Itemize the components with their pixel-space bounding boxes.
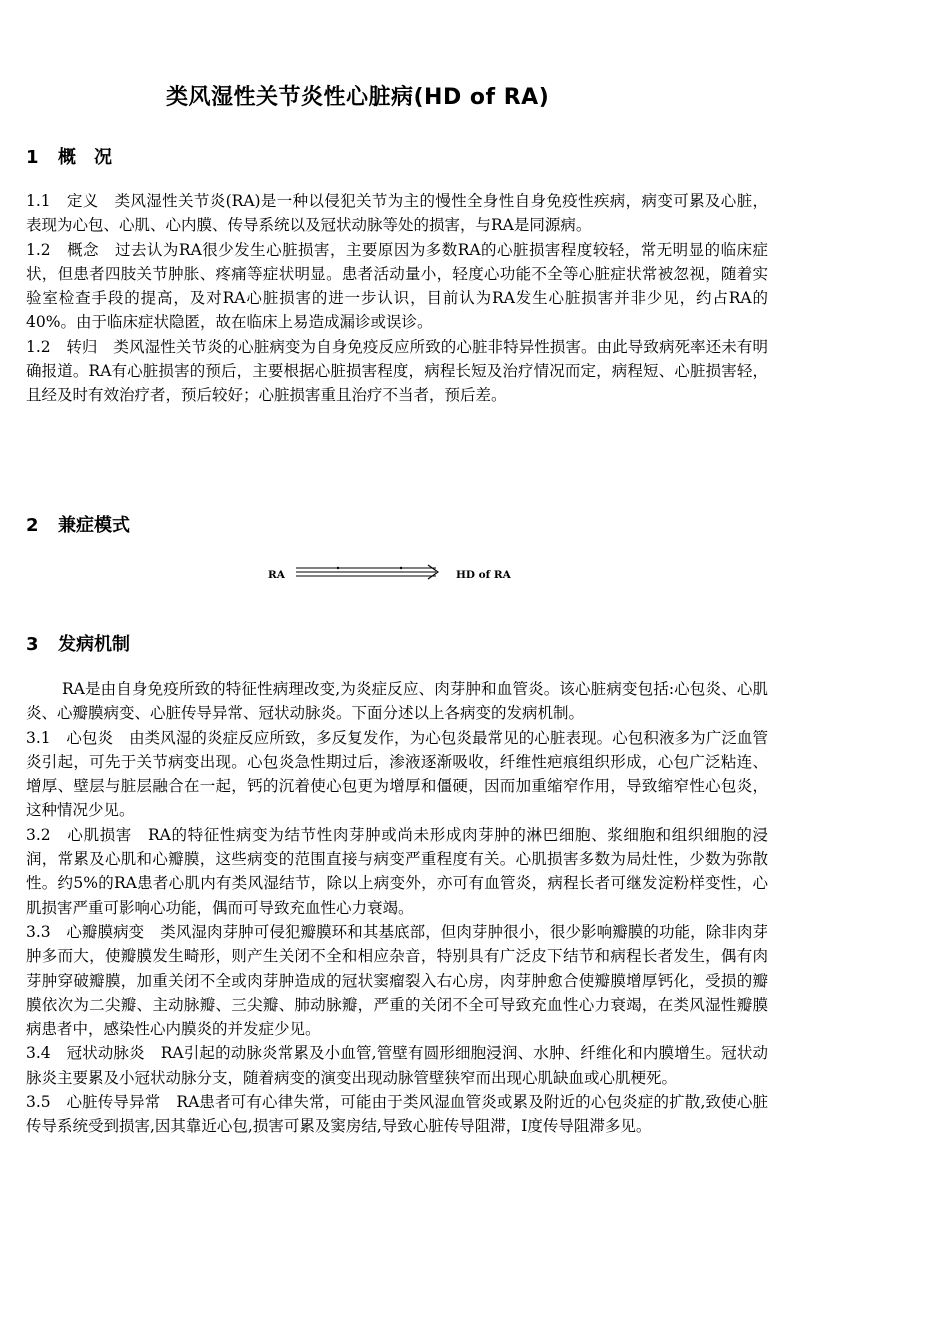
section-3-body bbox=[26, 677, 768, 1139]
paragraph-1-2 bbox=[26, 238, 768, 335]
paragraph-3-2 bbox=[26, 823, 768, 920]
diagram-dot bbox=[337, 567, 339, 569]
paragraph-label: 3.2 心肌损害 bbox=[26, 825, 132, 844]
paragraph-label: 3.4 冠状动脉炎 bbox=[26, 1044, 145, 1063]
paragraph-text: 过去认为RA很少发生心脏损害，主要原因为多数RA的心脏损害程度较轻，常无明显的临床症状，但患者四肢关节肿胀、疼痛等症状明显。患者活动量小，轻度心功能不全等心脏症状常被忽视，随着实验室检查手段的提高，及对RA心脏损害的进一步认识，目前认为RA发生心脏损害并非少见，约占RA的40%。由于临床症状隐匿，故在临床上易造成漏诊或误诊。 bbox=[26, 240, 769, 332]
diagram-target-label: HD of RA bbox=[456, 569, 511, 581]
section-number: 2 bbox=[26, 515, 39, 536]
paragraph-label: 3.3 心瓣膜病变 bbox=[26, 922, 145, 941]
paragraph-1-3 bbox=[26, 335, 768, 408]
paragraph-label: 3.1 心包炎 bbox=[26, 728, 114, 747]
section-2-heading bbox=[26, 511, 130, 537]
section-1-body bbox=[26, 189, 768, 408]
paragraph-text: 类风湿性关节炎(RA)是一种以侵犯关节为主的慢性全身性自身免疫性疾病，病变可累及心脏，表现为心包、心肌、心内膜、传导系统以及冠状动脉等处的损害，与RA是同源病。 bbox=[26, 192, 768, 235]
paragraph-text: 类风湿肉芽肿可侵犯瓣膜环和其基底部，但肉芽肿很小，很少影响瓣膜的功能，除非肉芽肿多而大，使瓣膜发生畸形，则产生关闭不全和相应杂音，特别具有广泛皮下结节和病程长者发生，偶有肉芽肿穿破瓣膜，加重关闭不全或肉芽肿造成的冠状窦瘤裂入右心房，肉芽肿愈合使瓣膜增厚钙化，受损的瓣膜依次为二尖瓣、主动脉瓣、三尖瓣、肺动脉瓣，严重的关闭不全可导致充血性心力衰竭，在类风湿性瓣膜病患者中，感染性心内膜炎的并发症少见。 bbox=[26, 922, 768, 1039]
paragraph-1-1 bbox=[26, 189, 768, 238]
paragraph-text: RA的特征性病变为结节性肉芽肿或尚未形成肉芽肿的淋巴细胞、浆细胞和组织细胞的浸润，常累及心肌和心瓣膜，这些病变的范围直接与病变严重程度有关。心肌损害多数为局灶性，少数为弥散性。约5%的RA患者心肌内有类风湿结节，除以上病变外，亦可有血管炎，病程长者可继发淀粉样变性，心肌损害严重可影响心功能，偶而可导致充血性心力衰竭。 bbox=[26, 825, 768, 917]
section-3-intro: RA是由自身免疫所致的特征性病理改变,为炎症反应、肉芽肿和血管炎。该心脏病变包括:心包炎、心肌炎、心瓣膜病变、心脏传导异常、冠状动脉炎。下面分述以上各病变的发病机制。 bbox=[26, 680, 768, 723]
paragraph-text: RA引起的动脉炎常累及小血管,管壁有圆形细胞浸润、水肿、纤维化和内膜增生。冠状动脉炎主要累及小冠状动脉分支，随着病变的演变出现动脉管壁狭窄而出现心肌缺血或心肌梗死。 bbox=[26, 1044, 768, 1087]
paragraph-text: RA患者可有心律失常，可能由于类风湿血管炎或累及附近的心包炎症的扩散,致使心脏传导系统受到损害,因其靠近心包,损害可累及窦房结,导致心脏传导阻滞，Ⅰ度传导阻滞多见。 bbox=[26, 1093, 768, 1136]
paragraph-label: 1.2 转归 bbox=[26, 337, 98, 356]
paragraph-3-5 bbox=[26, 1090, 768, 1139]
section-title: 概 况 bbox=[58, 147, 112, 168]
section-3-heading bbox=[26, 630, 130, 656]
comorbidity-diagram-svg bbox=[266, 560, 536, 588]
diagram-dot bbox=[400, 567, 402, 569]
paragraph-3-1 bbox=[26, 726, 768, 823]
paragraph-text: 由类风湿的炎症反应所致，多反复发作，为心包炎最常见的心脏表现。心包积液多为广泛血管炎引起，可先于关节病变出现。心包炎急性期过后，渗液逐渐吸收，纤维性疤痕组织形成，心包广泛粘连、增厚、壁层与脏层融合在一起，钙的沉着使心包更为增厚和僵硬，因而加重缩窄作用，导致缩窄性心包炎，这种情况少见。 bbox=[26, 728, 768, 820]
section-title: 兼症模式 bbox=[58, 515, 130, 536]
paragraph-3-4 bbox=[26, 1041, 768, 1090]
paragraph-label: 1.2 概念 bbox=[26, 240, 100, 259]
paragraph-3-3 bbox=[26, 920, 768, 1041]
double-arrow-icon bbox=[296, 565, 438, 579]
document-title: 类风湿性关节炎性心脏病(HD of RA) bbox=[166, 85, 550, 110]
paragraph-label: 3.5 心脏传导异常 bbox=[26, 1093, 161, 1112]
section-number: 3 bbox=[26, 634, 39, 655]
section-1-heading bbox=[26, 143, 112, 169]
paragraph-text: 类风湿性关节炎的心脏病变为自身免疫反应所致的心脏非特异性损害。由此导致病死率还未有明确报道。RA有心脏损害的预后，主要根据心脏损害程度，病程长短及治疗情况而定，病程短、心脏损害轻，且经及时有效治疗者，预后较好；心脏损害重且治疗不当者，预后差。 bbox=[26, 337, 768, 405]
section-number: 1 bbox=[26, 147, 39, 168]
diagram-source-label: RA bbox=[268, 569, 285, 581]
comorbidity-diagram bbox=[266, 560, 536, 588]
section-title: 发病机制 bbox=[58, 634, 130, 655]
paragraph-label: 1.1 定义 bbox=[26, 192, 99, 210]
